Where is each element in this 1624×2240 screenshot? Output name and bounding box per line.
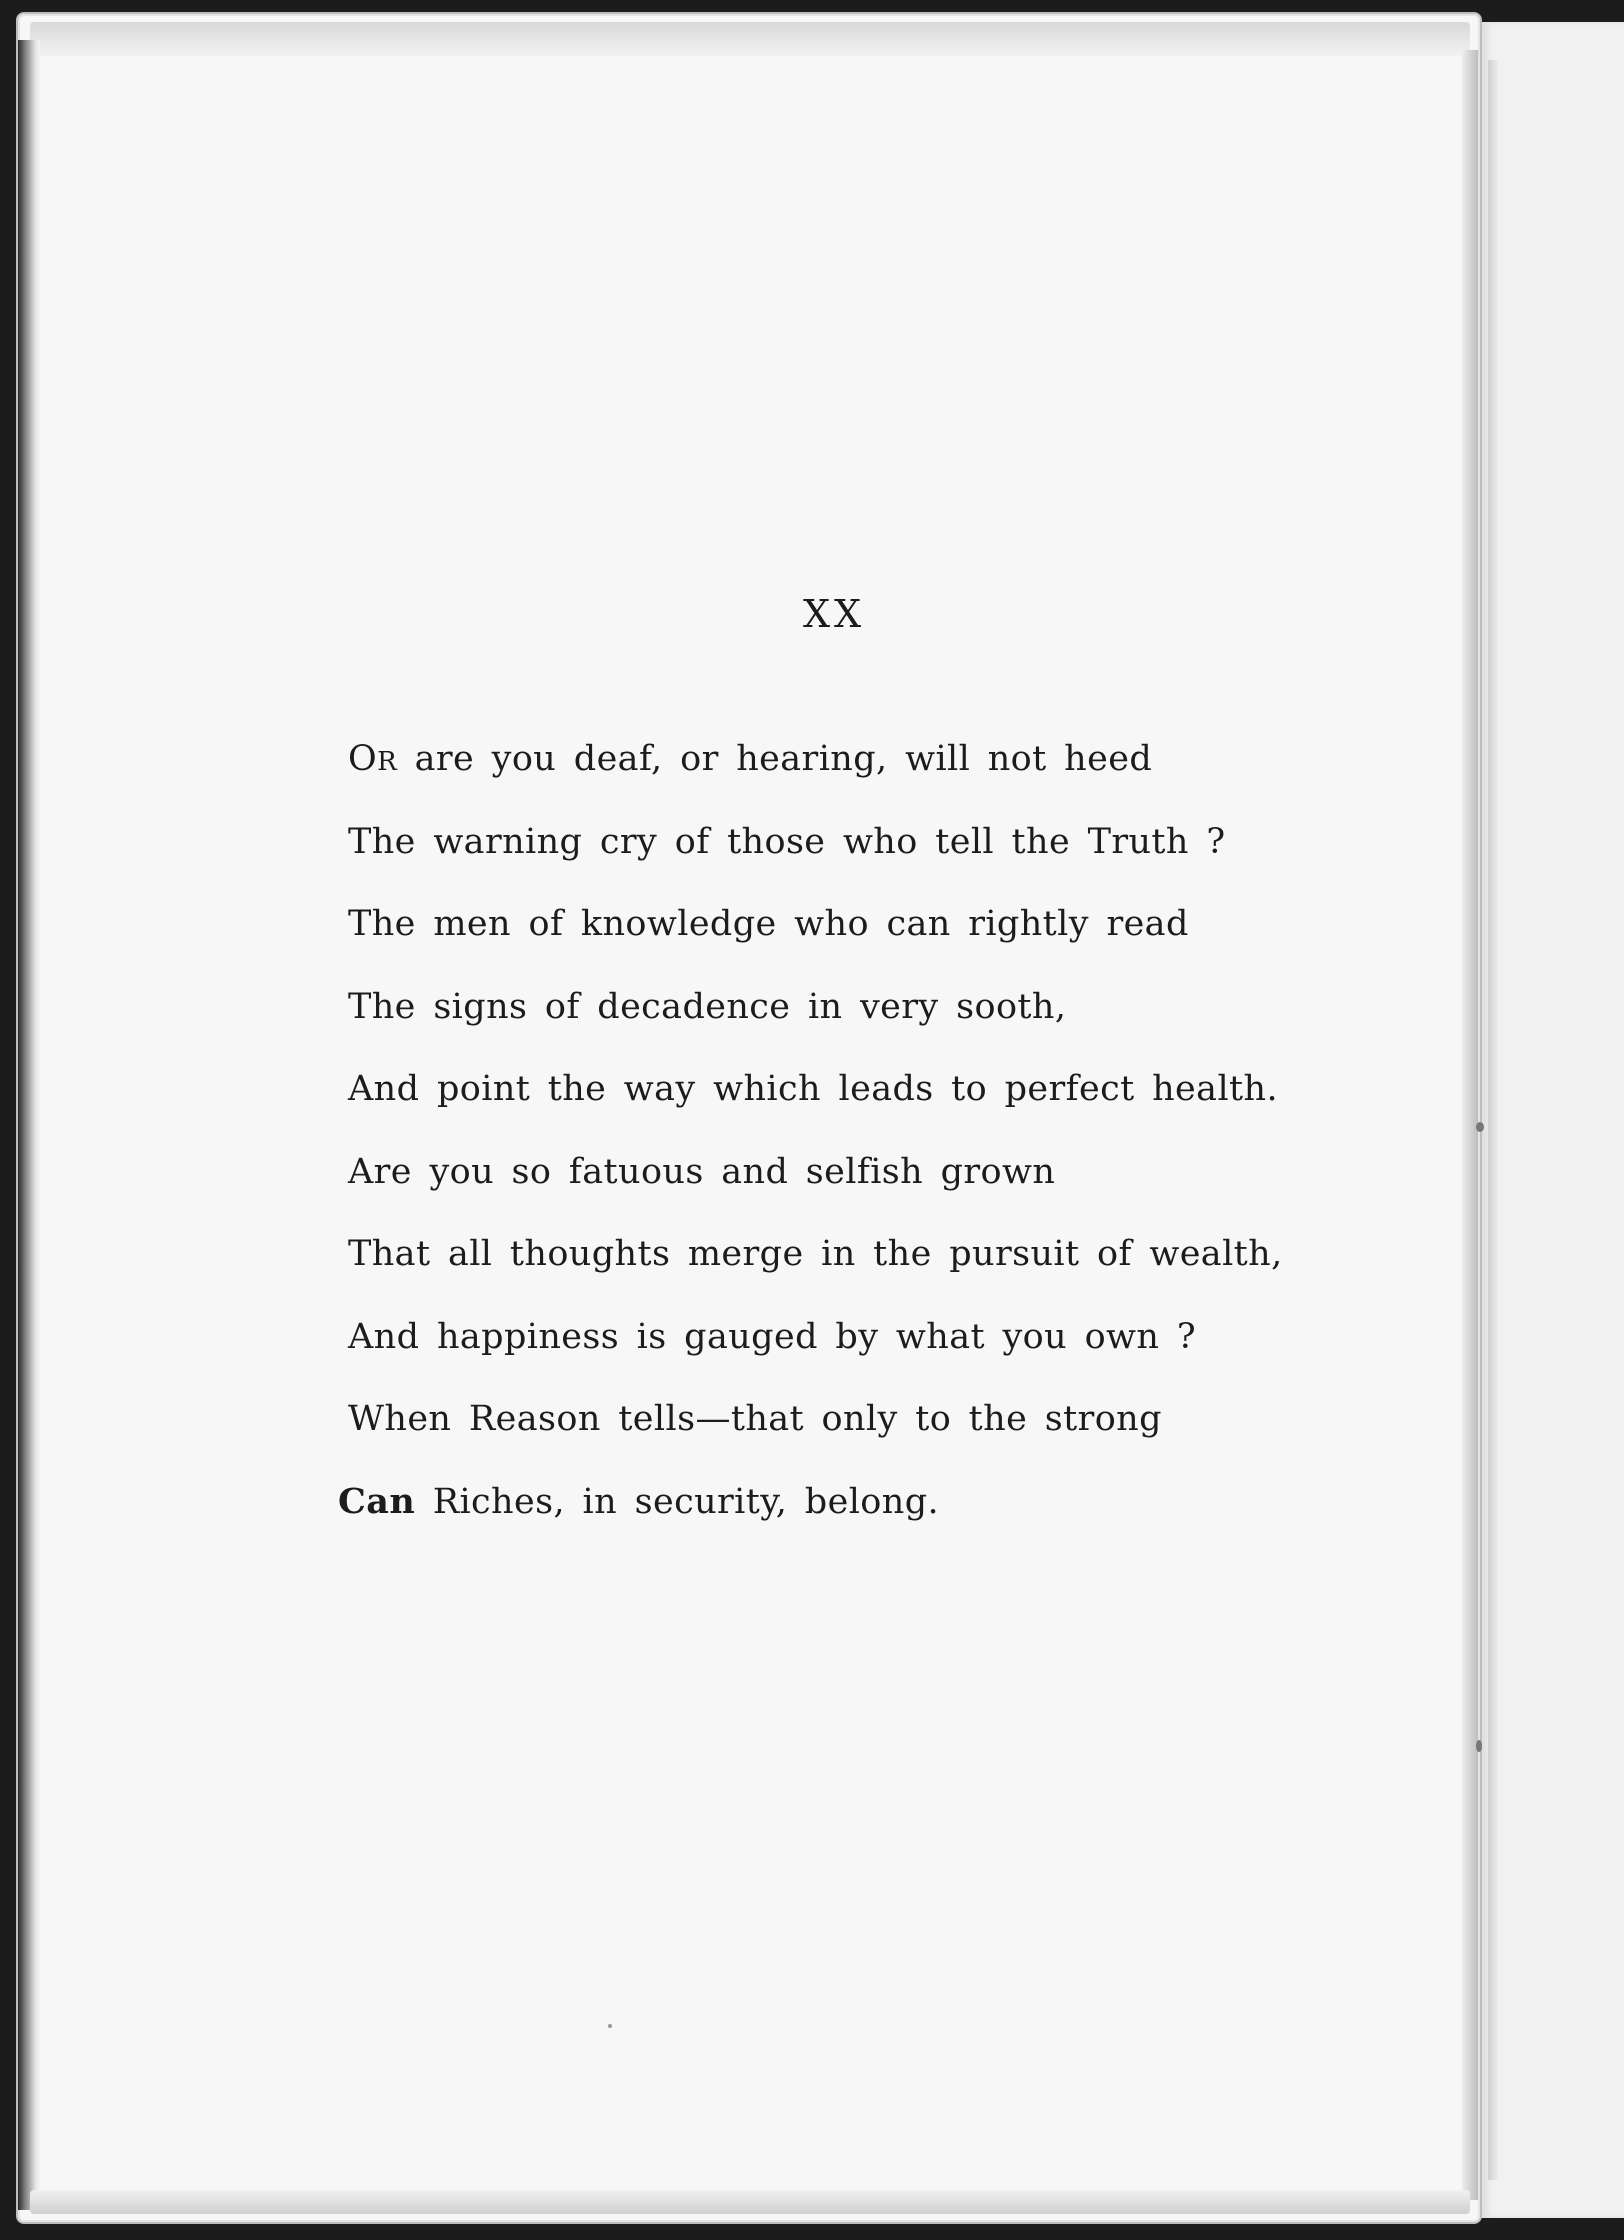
last-line-text: Riches, in security, belong. <box>415 1481 940 1522</box>
poem-number-heading: XX <box>802 592 866 636</box>
poem-line-7: That all thoughts merge in the pursuit of wealth, <box>348 1234 1283 1274</box>
poem-line-3: The men of knowledge who can rightly read <box>348 904 1189 944</box>
initial-letter: O <box>348 739 378 779</box>
poem-line-4: The signs of decadence in very sooth, <box>348 986 1067 1027</box>
poem-stanza <box>338 718 1348 1543</box>
poem-line-6: Are you so fatuous and selfish grown <box>348 1151 1056 1192</box>
poem-line-2: The warning cry of those who tell the Truth ? <box>348 821 1226 862</box>
last-line-first-word: Can <box>338 1480 416 1522</box>
poem-line-10 <box>338 1461 1348 1544</box>
poem-line-5: And point the way which leads to perfect health. <box>348 1069 1278 1109</box>
poem-line-9: When Reason tells—that only to the strong <box>348 1399 1162 1439</box>
initial-small-caps: R <box>377 747 398 777</box>
poem-line-8: And happiness is gauged by what you own ? <box>348 1316 1197 1357</box>
poem-line-1 <box>348 718 1348 801</box>
first-line-text: are you deaf, or hearing, will not heed <box>397 739 1153 779</box>
